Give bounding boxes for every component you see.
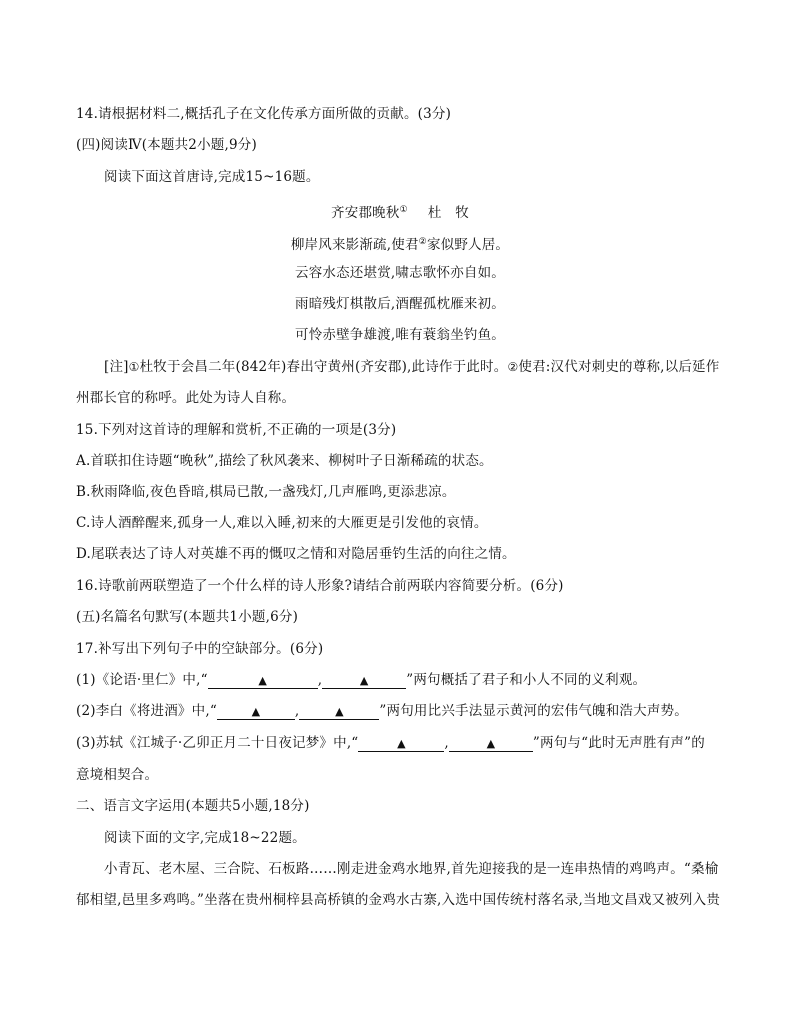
notes-prefix: [注] [104, 359, 129, 375]
poem-line-4: 可怜赤壁争雄渡,唯有蓑翁坐钓鱼。 [295, 327, 505, 343]
question-17-item-1 [76, 670, 736, 690]
note-2-text-a: 使君:汉代对刺史的尊称,以后延作 [518, 359, 720, 375]
q17-item-2-prefix: (2)李白《将进酒》中,“ [76, 703, 217, 719]
passage-line-1: 小青瓦、老木屋、三合院、石板路……刚走进金鸡水地界,首先迎接我的是一连串热情的鸡鸣声。“桑榆 [104, 861, 719, 877]
poem-line-1-part-a: 柳岸风来影渐疏,使君 [290, 237, 419, 253]
q17-item-2-blank-2[interactable] [299, 704, 379, 720]
question-17-item-3 [76, 733, 736, 753]
passage-instruction: 阅读下面的文字,完成18~22题。 [104, 830, 306, 846]
q17-item-1-blank-2[interactable] [322, 673, 406, 689]
q17-item-3-blank-1[interactable] [358, 736, 444, 752]
note-1-text: 杜牧于会昌二年(842年)春出守黄州(齐安郡),此诗作于此时。 [139, 359, 508, 375]
blank-marker: ▲ [251, 705, 261, 718]
q17-item-1-blank-1[interactable] [208, 673, 318, 689]
question-17-item-3-continued: 意境相契合。 [76, 767, 159, 783]
q17-item-3-suffix: ”两句与“此时无声胜有声”的 [532, 735, 705, 751]
question-15-stem: 15.下列对这首诗的理解和赏析,不正确的一项是(3分) [76, 422, 397, 438]
question-15-option-b: B.秋雨降临,夜色昏暗,棋局已散,一盏残灯,几声雁鸣,更添悲凉。 [76, 484, 456, 500]
poem-instruction: 阅读下面这首唐诗,完成15~16题。 [104, 169, 320, 185]
poem-notes-line-1 [104, 357, 764, 377]
poem-line-2: 云容水态还堪赏,啸志歌怀亦自如。 [295, 265, 505, 281]
poem-title-line [0, 200, 800, 223]
blank-marker: ▲ [359, 674, 369, 687]
question-17-item-2 [76, 701, 736, 721]
blank-marker: ▲ [335, 705, 344, 718]
section-5-heading: (五)名篇名句默写(本题共1小题,6分) [76, 609, 299, 625]
q17-item-3-prefix: (3)苏轼《江城子·乙卯正月二十日夜记梦》中,“ [76, 735, 359, 751]
poem-title-note-mark: ① [399, 205, 408, 215]
question-14: 14.请根据材料二,概括孔子在文化传承方面所做的贡献。(3分) [76, 106, 452, 122]
note-1-mark: ① [128, 360, 140, 374]
question-17-stem: 17.补写出下列句子中的空缺部分。(6分) [76, 641, 324, 657]
poem-title: 齐安郡晚秋 [331, 205, 400, 221]
part-2-heading: 二、语言文字运用(本题共5小题,18分) [76, 798, 310, 814]
poem-line-1-part-b: 家似野人居。 [426, 237, 510, 253]
blank-marker: ▲ [397, 737, 406, 750]
passage-line-2: 郁相望,邑里多鸡鸣。”坐落在贵州桐梓县高桥镇的金鸡水古寨,入选中国传统村落名录,当地文昌戏又被列入贵 [76, 892, 721, 908]
q17-item-2-suffix: ”两句用比兴手法显示黄河的宏伟气魄和浩大声势。 [379, 703, 688, 719]
blank-marker: ▲ [486, 737, 496, 750]
note-2-mark: ② [507, 360, 519, 374]
question-15-option-c: C.诗人酒醉醒来,孤身一人,难以入睡,初来的大雁更是引发他的哀情。 [76, 515, 488, 531]
poem-notes-line-2: 州郡长官的称呼。此处为诗人自称。 [76, 390, 296, 406]
blank-separator: , [444, 735, 449, 751]
question-15-option-a: A.首联扣住诗题“晚秋”,描绘了秋风袭来、柳树叶子日渐稀疏的状态。 [76, 453, 493, 469]
poem-line-1-note-mark: ② [418, 237, 427, 247]
blank-separator: , [294, 703, 300, 719]
q17-item-3-blank-2[interactable] [449, 736, 533, 752]
blank-marker: ▲ [258, 674, 268, 687]
poem-author: 杜 牧 [427, 205, 469, 221]
q17-item-1-suffix: ”两句概括了君子和小人不同的义利观。 [406, 672, 647, 688]
question-15-option-d: D.尾联表达了诗人对英雄不再的慨叹之情和对隐居垂钓生活的向往之情。 [76, 546, 516, 562]
section-4-heading: (四)阅读Ⅳ(本题共2小题,9分) [76, 137, 257, 153]
question-16: 16.诗歌前两联塑造了一个什么样的诗人形象?请结合前两联内容简要分析。(6分) [76, 578, 564, 594]
q17-item-1-prefix: (1)《论语·里仁》中,“ [76, 672, 208, 688]
poem-line-3: 雨暗残灯棋散后,酒醒孤枕雁来初。 [295, 296, 505, 312]
blank-separator: , [317, 672, 323, 688]
poem-line-1 [0, 232, 800, 255]
q17-item-2-blank-1[interactable] [217, 704, 295, 720]
